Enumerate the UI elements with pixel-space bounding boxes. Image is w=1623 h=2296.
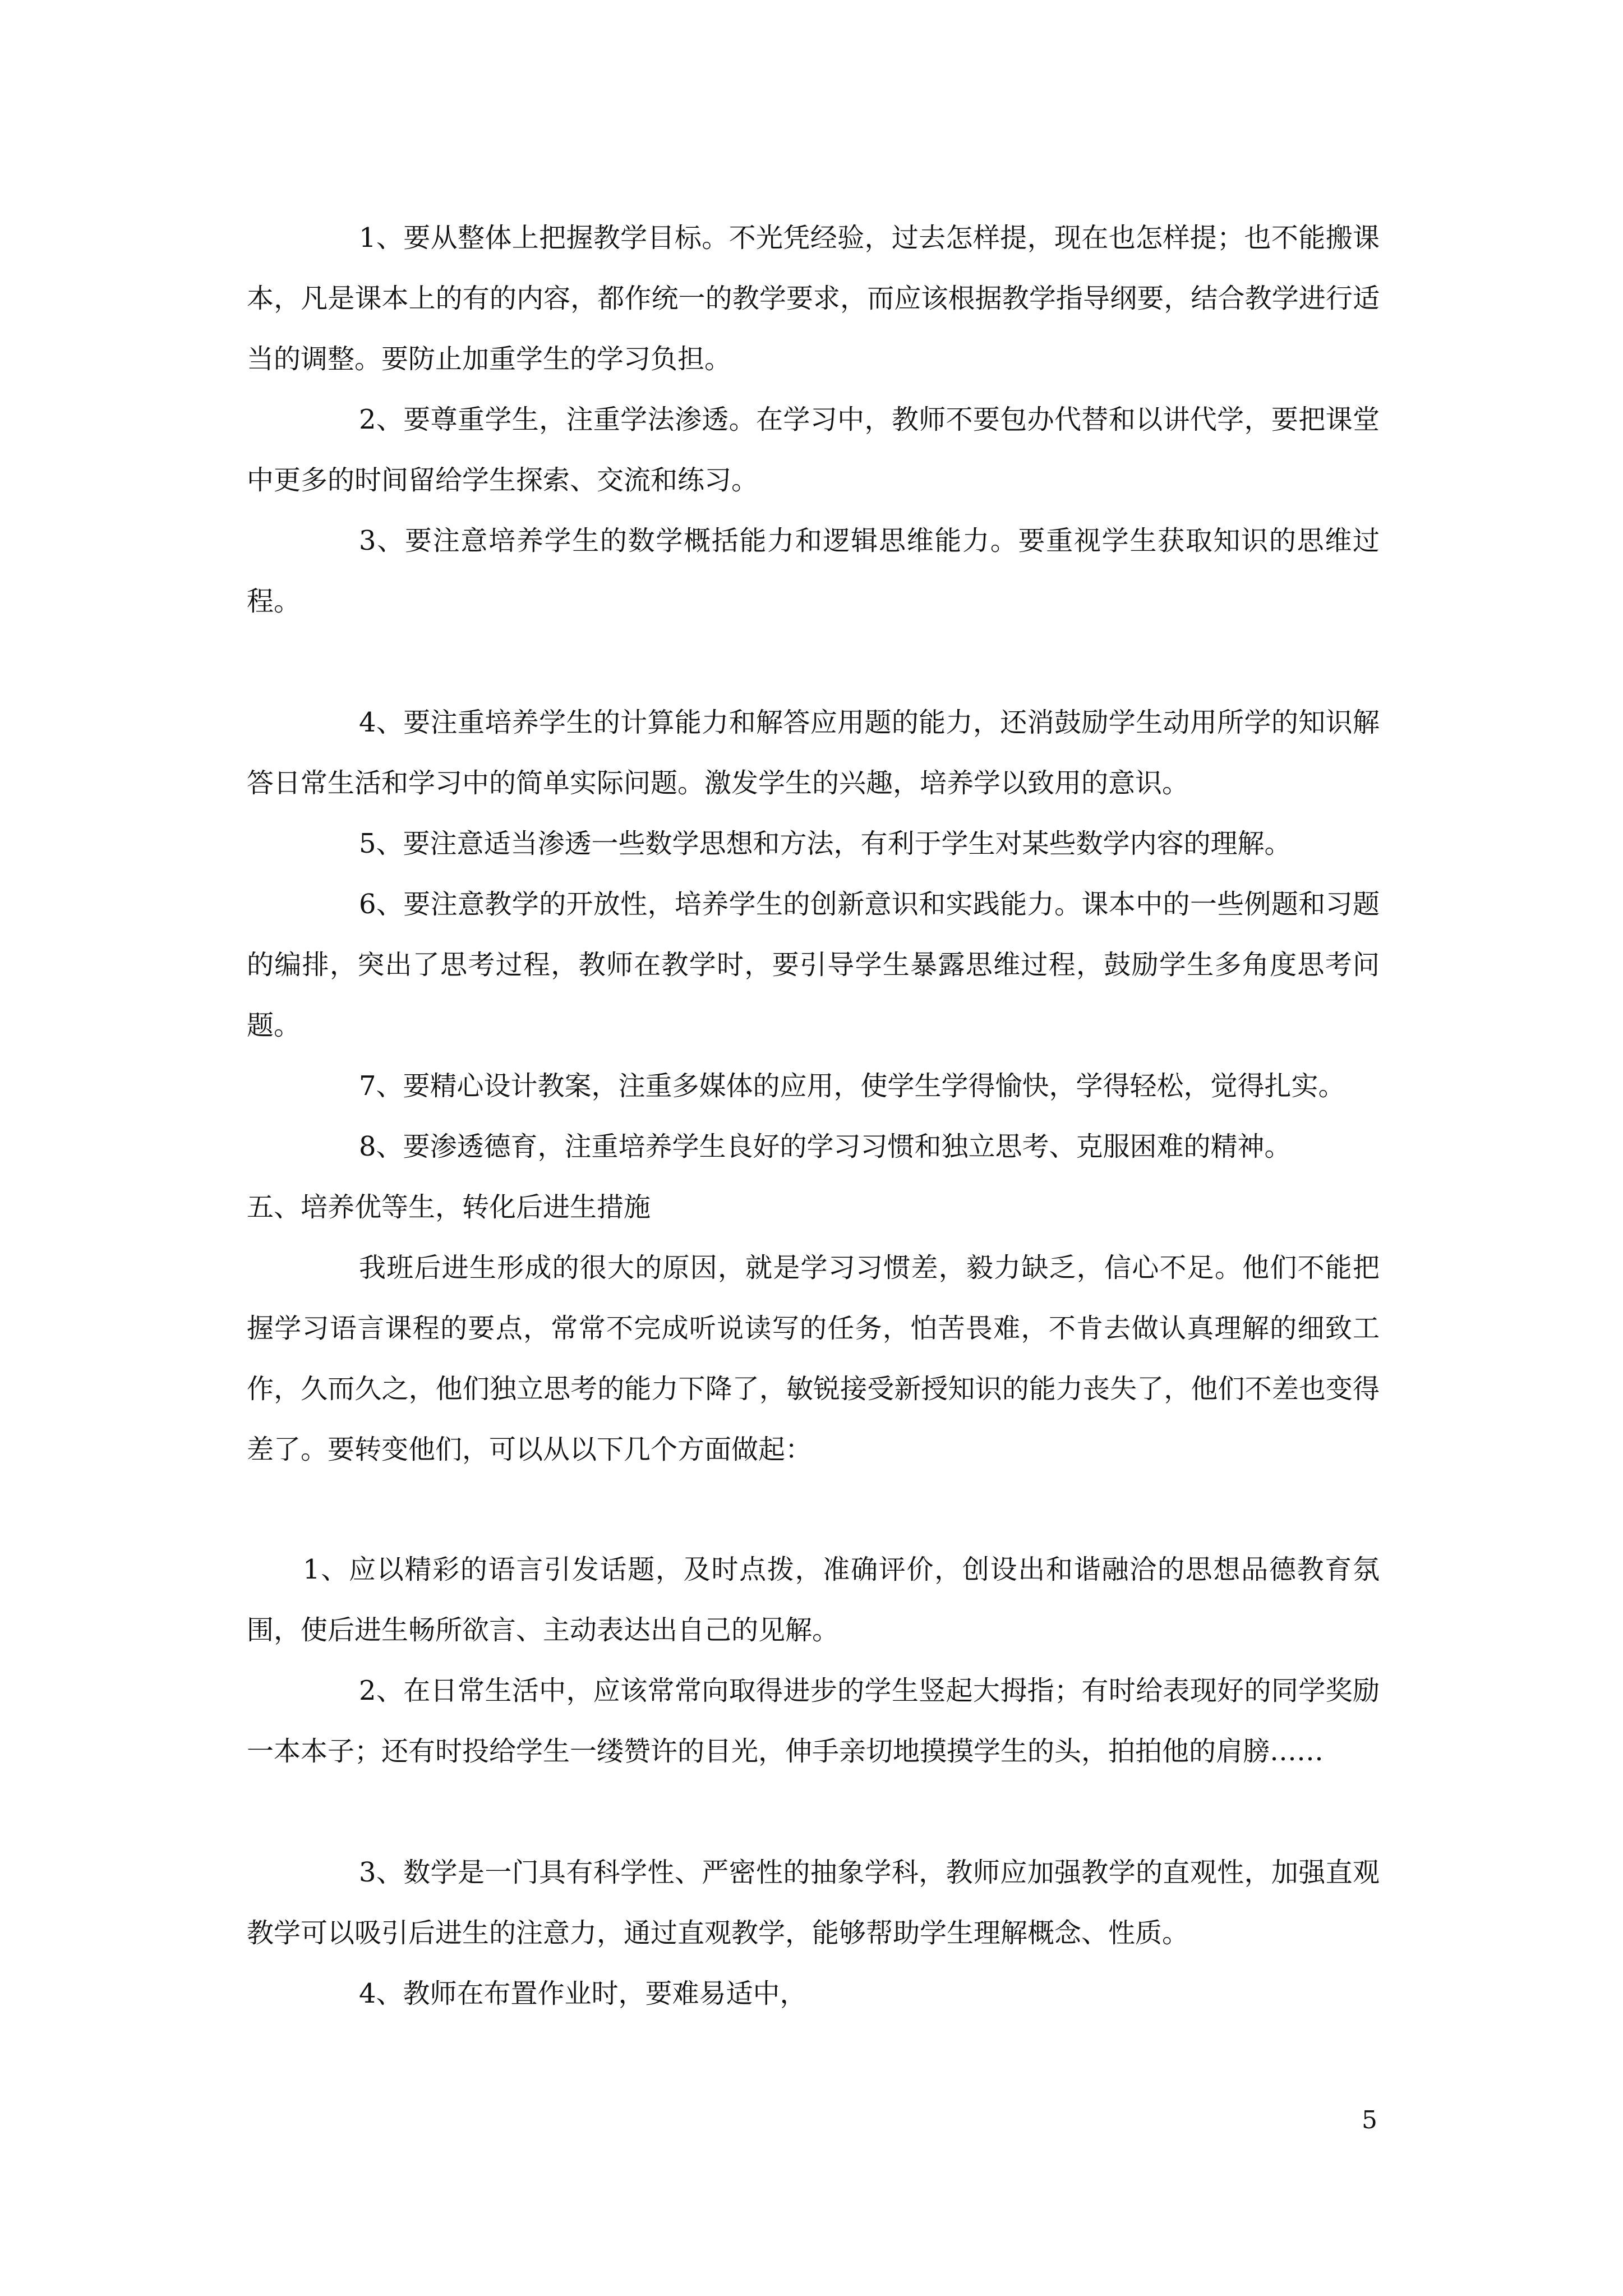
paragraph-7: 7、要精心设计教案，注重多媒体的应用，使学生学得愉快，学得轻松，觉得扎实。 xyxy=(359,1070,1345,1102)
section-intro: 我班后进生形成的很大的原因，就是学习习惯差，毅力缺乏，信心不足。他们不能把握学习语言课程的要点，常常不完成听说读写的任务，怕苦畏难，不肯去做认真理解的细致工作，久而久之，他们独立思考的能力下降了，敏锐接受新授知识的能力丧失了，他们不差也变得差了。要转变他们，可以从以下几个方面做起： xyxy=(247,1252,1380,1465)
section-heading: 五、培养优等生，转化后进生措施 xyxy=(247,1191,651,1223)
paragraph-6: 6、要注意教学的开放性，培养学生的创新意识和实践能力。课本中的一些例题和习题的编排，突出了思考过程，教师在教学时，要引导学生暴露思维过程，鼓励学生多角度思考问题。 xyxy=(247,889,1380,1041)
measure-item-1: 1、应以精彩的语言引发话题，及时点拨，准确评价，创设出和谐融洽的思想品德教育氛围，使后进生畅所欲言、主动表达出自己的见解。 xyxy=(247,1554,1380,1646)
measure-item-3: 3、数学是一门具有科学性、严密性的抽象学科，教师应加强教学的直观性，加强直观教学可以吸引后进生的注意力，通过直观教学，能够帮助学生理解概念、性质。 xyxy=(247,1857,1380,1949)
paragraph-5: 5、要注意适当渗透一些数学思想和方法，有利于学生对某些数学内容的理解。 xyxy=(359,828,1292,859)
paragraph-1: 1、要从整体上把握教学目标。不光凭经验，过去怎样提，现在也怎样提；也不能搬课本，凡是课本上的有的内容，都作统一的教学要求，而应该根据教学指导纲要，结合教学进行适当的调整。要防止加重学生的学习负担。 xyxy=(247,222,1380,375)
page-number: 5 xyxy=(1362,2106,1377,2134)
measure-item-2: 2、在日常生活中，应该常常向取得进步的学生竖起大拇指；有时给表现好的同学奖励一本本子；还有时投给学生一缕赞许的目光，伸手亲切地摸摸学生的头，拍拍他的肩膀…… xyxy=(247,1675,1380,1767)
measure-item-4: 4、教师在布置作业时，要难易适中， xyxy=(359,1978,807,2009)
paragraph-4: 4、要注重培养学生的计算能力和解答应用题的能力，还消鼓励学生动用所学的知识解答日常生活和学习中的简单实际问题。激发学生的兴趣，培养学以致用的意识。 xyxy=(247,707,1380,799)
paragraph-2: 2、要尊重学生，注重学法渗透。在学习中，教师不要包办代替和以讲代学，要把课堂中更多的时间留给学生探索、交流和练习。 xyxy=(247,404,1380,496)
paragraph-8: 8、要渗透德育，注重培养学生良好的学习习惯和独立思考、克服困难的精神。 xyxy=(359,1131,1292,1162)
paragraph-3: 3、要注意培养学生的数学概括能力和逻辑思维能力。要重视学生获取知识的思维过程。 xyxy=(247,525,1380,617)
